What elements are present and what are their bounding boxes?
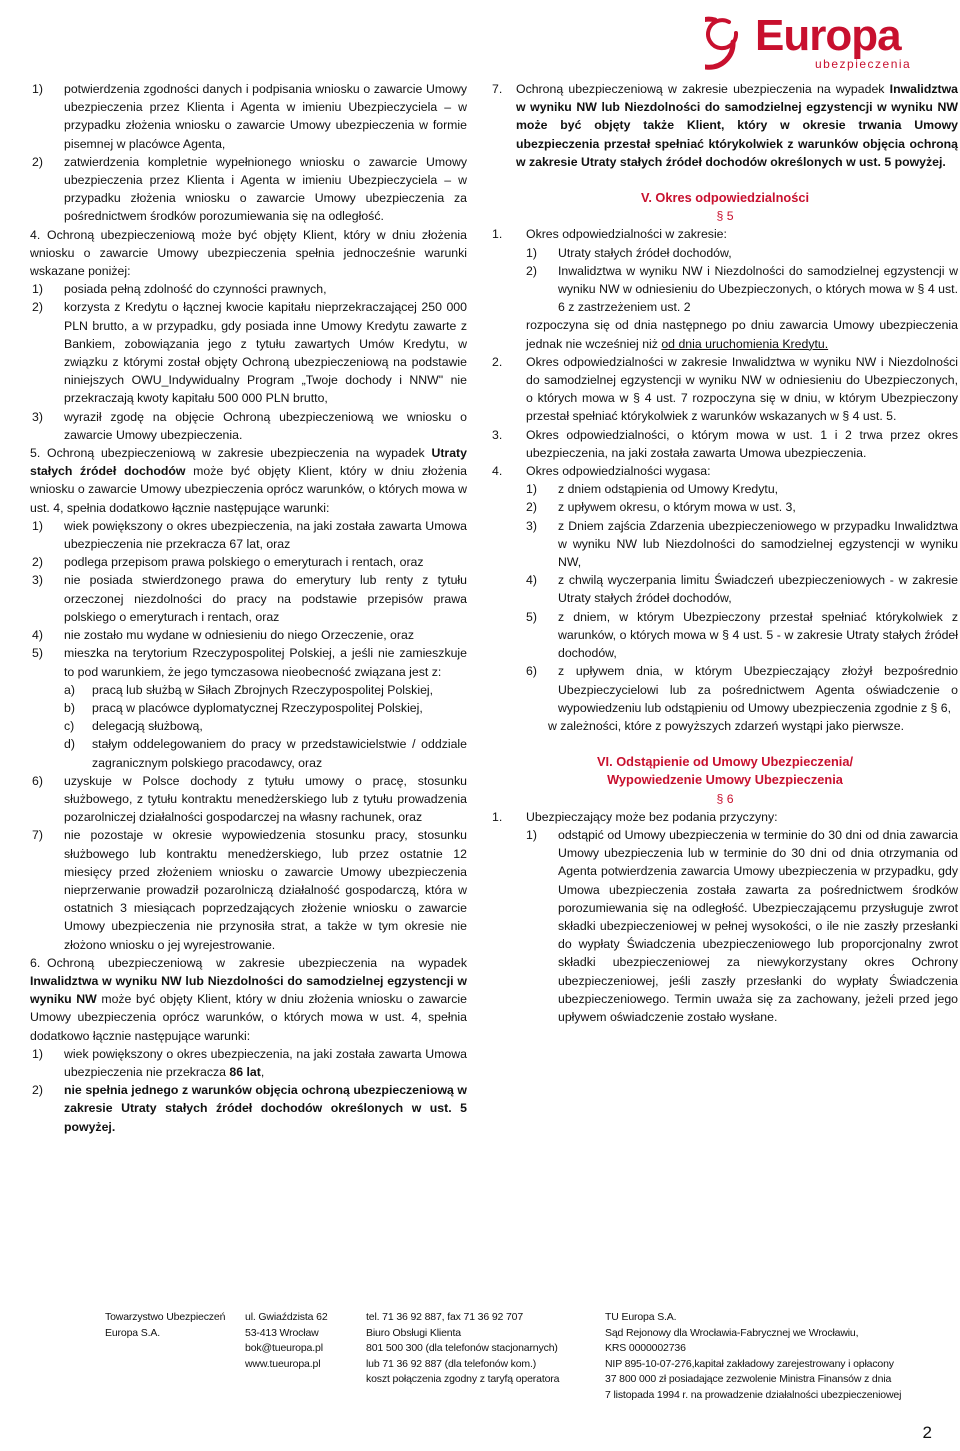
paragraph-4: 4. Okres odpowiedzialności wygasa:: [492, 464, 711, 479]
list-item: 2) z upływem okresu, o którym mowa w ust. 3,: [526, 500, 796, 515]
footer-website[interactable]: www.tueuropa.pl: [245, 1357, 321, 1370]
sub-list-item: a) pracą lub służbą w Siłach Zbrojnych Rzeczypospolitej Polskiej,: [64, 682, 434, 697]
sub-list-item: b) pracą w placówce dyplomatycznej Rzeczypospolitej Polskiej,: [64, 700, 423, 715]
list-item: 4) nie zostało mu wydane w odniesieniu do niego Orzeczenie, oraz: [32, 628, 414, 643]
continuation-text: rozpoczyna się od dnia następnego po dniu zawarcia Umowy ubezpieczenia jednak nie wcześniej niż od dnia uruchomienia Kredytu.: [526, 318, 958, 351]
list-item: 4) z chwilą wyczerpania limitu Świadczeń ubezpieczeniowych - w zakresie Utraty stałych źródeł dochodów,: [526, 573, 958, 606]
list-item: 2) korzysta z Kredytu o łącznej kwocie kapitału nieprzekraczającej 250 000 PLN brutto, a w przypadku, gdy posiada inne Umowy Kredytu zawarte z Bankiem, zobowiązania jego z tytułu zawartych Umów Kredytu, w związku z którymi został objęty Ochroną ubezpieczeniową na podstawie niniejszych OWU_Indywidualny Program „Twoje dochody i NNW" nie przekraczają kwoty kapitału 500 000 PLN brutto,: [32, 300, 467, 406]
list-item: 3) wyraził zgodę na objęcie Ochroną ubezpieczeniową we wniosku o zawarcie Umowy ubezpieczenia.: [32, 409, 467, 442]
right-column: [492, 80, 958, 1026]
logo-word: Europa: [755, 11, 901, 60]
list-item: 1) Utraty stałych źródeł dochodów,: [526, 245, 732, 260]
paragraph-5: 5. Ochroną ubezpieczeniową w zakresie ubezpieczenia na wypadek Utraty stałych źródeł dochodów może być objęty Klient, który w dniu złożenia wniosku o zawarcie Umowy ubezpieczenia oprócz warunków, o których mowa w ust. 4, spełnia dodatkowo łącznie następujące warunki:: [30, 446, 467, 515]
list-item: 2) podlega przepisom prawa polskiego o emeryturach i rentach, oraz: [32, 555, 424, 570]
closing-text: w zależności, które z powyższych zdarzeń wystąpi jako pierwsze.: [548, 718, 905, 733]
paragraph-3: 3. Okres odpowiedzialności, o którym mowa w ust. 1 i 2 trwa przez okres ubezpieczenia, na jaki została zawarta Umowa ubezpieczenia.: [492, 427, 958, 460]
paragraph-1: 1. Okres odpowiedzialności w zakresie:: [492, 227, 727, 242]
list-item: 3) nie posiada stwierdzonego prawa do emerytury lub renty z tytułu orzeczonej niezdolności do pracy na podstawie przepisów prawa polskiego o emeryturach i rentach, oraz: [32, 573, 467, 624]
footer-company: Towarzystwo Ubezpieczeń Europa S.A.: [105, 1311, 226, 1339]
logo-graphic: [705, 8, 950, 72]
europa-logo: [705, 8, 950, 72]
section-heading-vi-line1: VI. Odstąpienie od Umowy Ubezpieczenia/: [597, 754, 853, 770]
paragraph-1: 1. Ubezpieczający może bez podania przyczyny:: [492, 809, 778, 824]
list-item: 7) nie pozostaje w okresie wypowiedzenia stosunku pracy, stosunku służbowego lub kontraktu menedżerskiego, lub przez ostatnie 12 miesięcy przed złożeniem wniosku o zawarcie Umowy ubezpieczenia nieprzerwanie prowadził pozarolniczą działalność gospodarczą, która w ostatnich 3 miesiącach poprzedzających złożenie wniosku o zawarcie Umowy ubezpieczenia nie przynosiła strat, a także w tym okresie nie złożono wniosku o jej wyrejestrowanie.: [32, 828, 467, 952]
list-item: 2) nie spełnia jednego z warunków objęcia ochroną ubezpieczeniową w zakresie Utraty stałych źródeł dochodów określonych w ust. 5 powyżej.: [32, 1083, 467, 1134]
footer-email[interactable]: bok@tueuropa.pl: [245, 1342, 323, 1354]
list-item: 2) Inwalidztwa w wyniku NW i Niezdolności do samodzielnej egzystencji w wyniku NW w odniesieniu do Ubezpieczonych, o których mowa w § 4 ust. 6 z zastrzeżeniem ust. 2: [526, 263, 958, 315]
list-item: 6) uzyskuje w Polsce dochody z tytułu umowy o pracę, stosunku służbowego, z tytułu kontraktu menedżerskiego lub z tytułu prowadzenia pozarolniczej działalności gospodarczej na własny rachunek, oraz: [32, 773, 467, 825]
footer-contact: tel. 71 36 92 887, fax 71 36 92 707 Biuro Obsługi Klienta 801 500 300 (dla telefonów stacjonarnych) lub 71 36 92 887 (dla telefonów kom.) koszt połączenia zgodny z taryfą operatora: [366, 1311, 560, 1385]
list-item: 1) wiek powiększony o okres ubezpieczenia, na jaki została zawarta Umowa ubezpieczenia nie przekracza 67 lat, oraz: [32, 518, 467, 552]
page-number: 2: [922, 1423, 932, 1442]
logo-sub: ubezpieczenia: [815, 57, 912, 71]
footer-address: ul. Gwiaździsta 62 53-413 Wrocław bok@tueuropa.pl www.tueuropa.pl: [245, 1310, 328, 1372]
paragraph-7: 7. Ochroną ubezpieczeniową w zakresie ubezpieczenia na wypadek Inwalidztwa w wyniku NW lub Niezdolności do samodzielnej egzystencji w wyniku NW może być objęty także Klient, który w okresie trwania Umowy ubezpieczenia przestał spełniać którykolwiek z warunków objęcia ochroną w zakresie Utraty stałych źródeł dochodów określonych w ust. 5 powyżej.: [492, 82, 958, 169]
section-heading-v: V. Okres odpowiedzialności: [640, 190, 810, 206]
section-paragraph-mark: § 6: [716, 791, 734, 806]
section-paragraph-mark: § 5: [716, 209, 734, 224]
list-item: 1) z dniem odstąpienia od Umowy Kredytu,: [526, 482, 779, 497]
list-item: 1) odstąpić od Umowy ubezpieczenia w terminie do 30 dni od dnia zawarcia Umowy ubezpieczenia lub w terminie do 30 dni od dnia otrzymania od Agenta potwierdzenia zawarcia Umowy ubezpieczenia w przypadku, gdy Umowa ubezpieczenia została zawarta za pośrednictwem środków porozumiewania się na odległość. Ubezpieczającemu przysługuje zwrot składki ubezpieczeniowej w pełnej wysokości, o ile nie zaszły przesłanki do wypłaty Świadczenia ubezpieczeniowego lub proporcjonalny zwrot składki ubezpieczeniowej za niewykorzystany okres Ochrony ubezpieczeniowej, jeśli zaszły przesłanki do wypłaty Świadczenia ubezpieczeniowego. Termin uważa się za zachowany, jeżeli przed jego upływem oświadczenie zostało wysłane.: [526, 827, 958, 1024]
footer-registration: TU Europa S.A. Sąd Rejonowy dla Wrocławia-Fabrycznej we Wrocławiu, KRS 0000002736 NIP 895-10-07-276,kapitał zakładowy zarejestrowany i opłacony 37 800 000 zł posiadające zezwolenie Ministra Finansów z dnia 7 listopada 1994 r. na prowadzenie działalności ubezpieczeniowej: [605, 1311, 902, 1401]
list-item: 1) posiada pełną zdolność do czynności prawnych,: [32, 282, 327, 297]
list-item: 1) potwierdzenia zgodności danych i podpisania wniosku o zawarcie Umowy ubezpieczenia przez Klienta i Agenta w imieniu Ubezpieczyciela – w przypadku złożenia wniosku o zawarcie Umowy ubezpieczenia w formie pisemnej w placówce Agenta,: [32, 82, 467, 151]
paragraph-4: 4. Ochroną ubezpieczeniową może być objęty Klient, który w dniu złożenia wniosku o zawarcie Umowy ubezpieczenia spełnia jednocześnie warunki wskazane poniżej:: [30, 227, 467, 279]
paragraph-2: 2. Okres odpowiedzialności w zakresie Inwalidztwa w wyniku NW i Niezdolności do samodzielnej egzystencji w wyniku NW w odniesieniu do Ubezpieczonych, o których mowa w § 4 ust. 7 rozpoczyna się w dniu, w którym Ubezpieczony przestał spełniać którykolwiek z warunków wskazanych w § 4 ust. 5.: [492, 354, 958, 424]
list-item: 6) z upływem dnia, w którym Ubezpieczający złożył bezpośrednio Ubezpieczycielowi lub za pośrednictwem Agenta oświadczenie o wypowiedzeniu lub odstąpieniu od Umowy ubezpieczenia zgodnie z § 6,: [526, 664, 958, 715]
left-column: [30, 80, 467, 1136]
list-item: 2) zatwierdzenia kompletnie wypełnionego wniosku o zawarcie Umowy ubezpieczenia przez Klienta i Agenta w imieniu Ubezpieczyciela – w przypadku złożenia wniosku o zawarcie Umowy ubezpieczenia za pośrednictwem środków porozumiewania się na odległość.: [32, 154, 467, 224]
sub-list-item: c) delegacją służbową,: [64, 719, 203, 734]
list-item: 3) z Dniem zajścia Zdarzenia ubezpieczeniowego w przypadku Inwalidztwa w wyniku NW lub Niezdolności do samodzielnej egzystencji w wyniku NW,: [526, 518, 958, 570]
list-item: 5) z dniem, w którym Ubezpieczony przestał spełniać którykolwiek z warunków, o których mowa w § 4 ust. 5 - w zakresie Utraty stałych źródeł dochodów,: [526, 609, 958, 661]
list-item: 1) wiek powiększony o okres ubezpieczenia, na jaki została zawarta Umowa ubezpieczenia nie przekracza 86 lat,: [32, 1046, 467, 1079]
sub-list-item: d) stałym oddelegowaniem do pracy w przedstawicielstwie / oddziale zagranicznym polskiego pracodawcy, oraz: [64, 737, 467, 770]
list-item: 5) mieszka na terytorium Rzeczypospolitej Polskiej, a jeśli nie zamieszkuje to pod warunkiem, że jego tymczasowa nieobecność związana jest z:: [32, 646, 467, 679]
section-heading-vi-line2: Wypowiedzenie Umowy Ubezpieczenia: [607, 772, 843, 788]
paragraph-6: 6. Ochroną ubezpieczeniową w zakresie ubezpieczenia na wypadek Inwalidztwa w wyniku NW lub Niezdolności do samodzielnej egzystencji w wyniku NW może być objęty Klient, który w dniu złożenia wniosku o zawarcie Umowy ubezpieczenia oprócz warunków, o których mowa w ust. 4, spełnia dodatkowo łącznie następujące warunki:: [30, 955, 467, 1043]
